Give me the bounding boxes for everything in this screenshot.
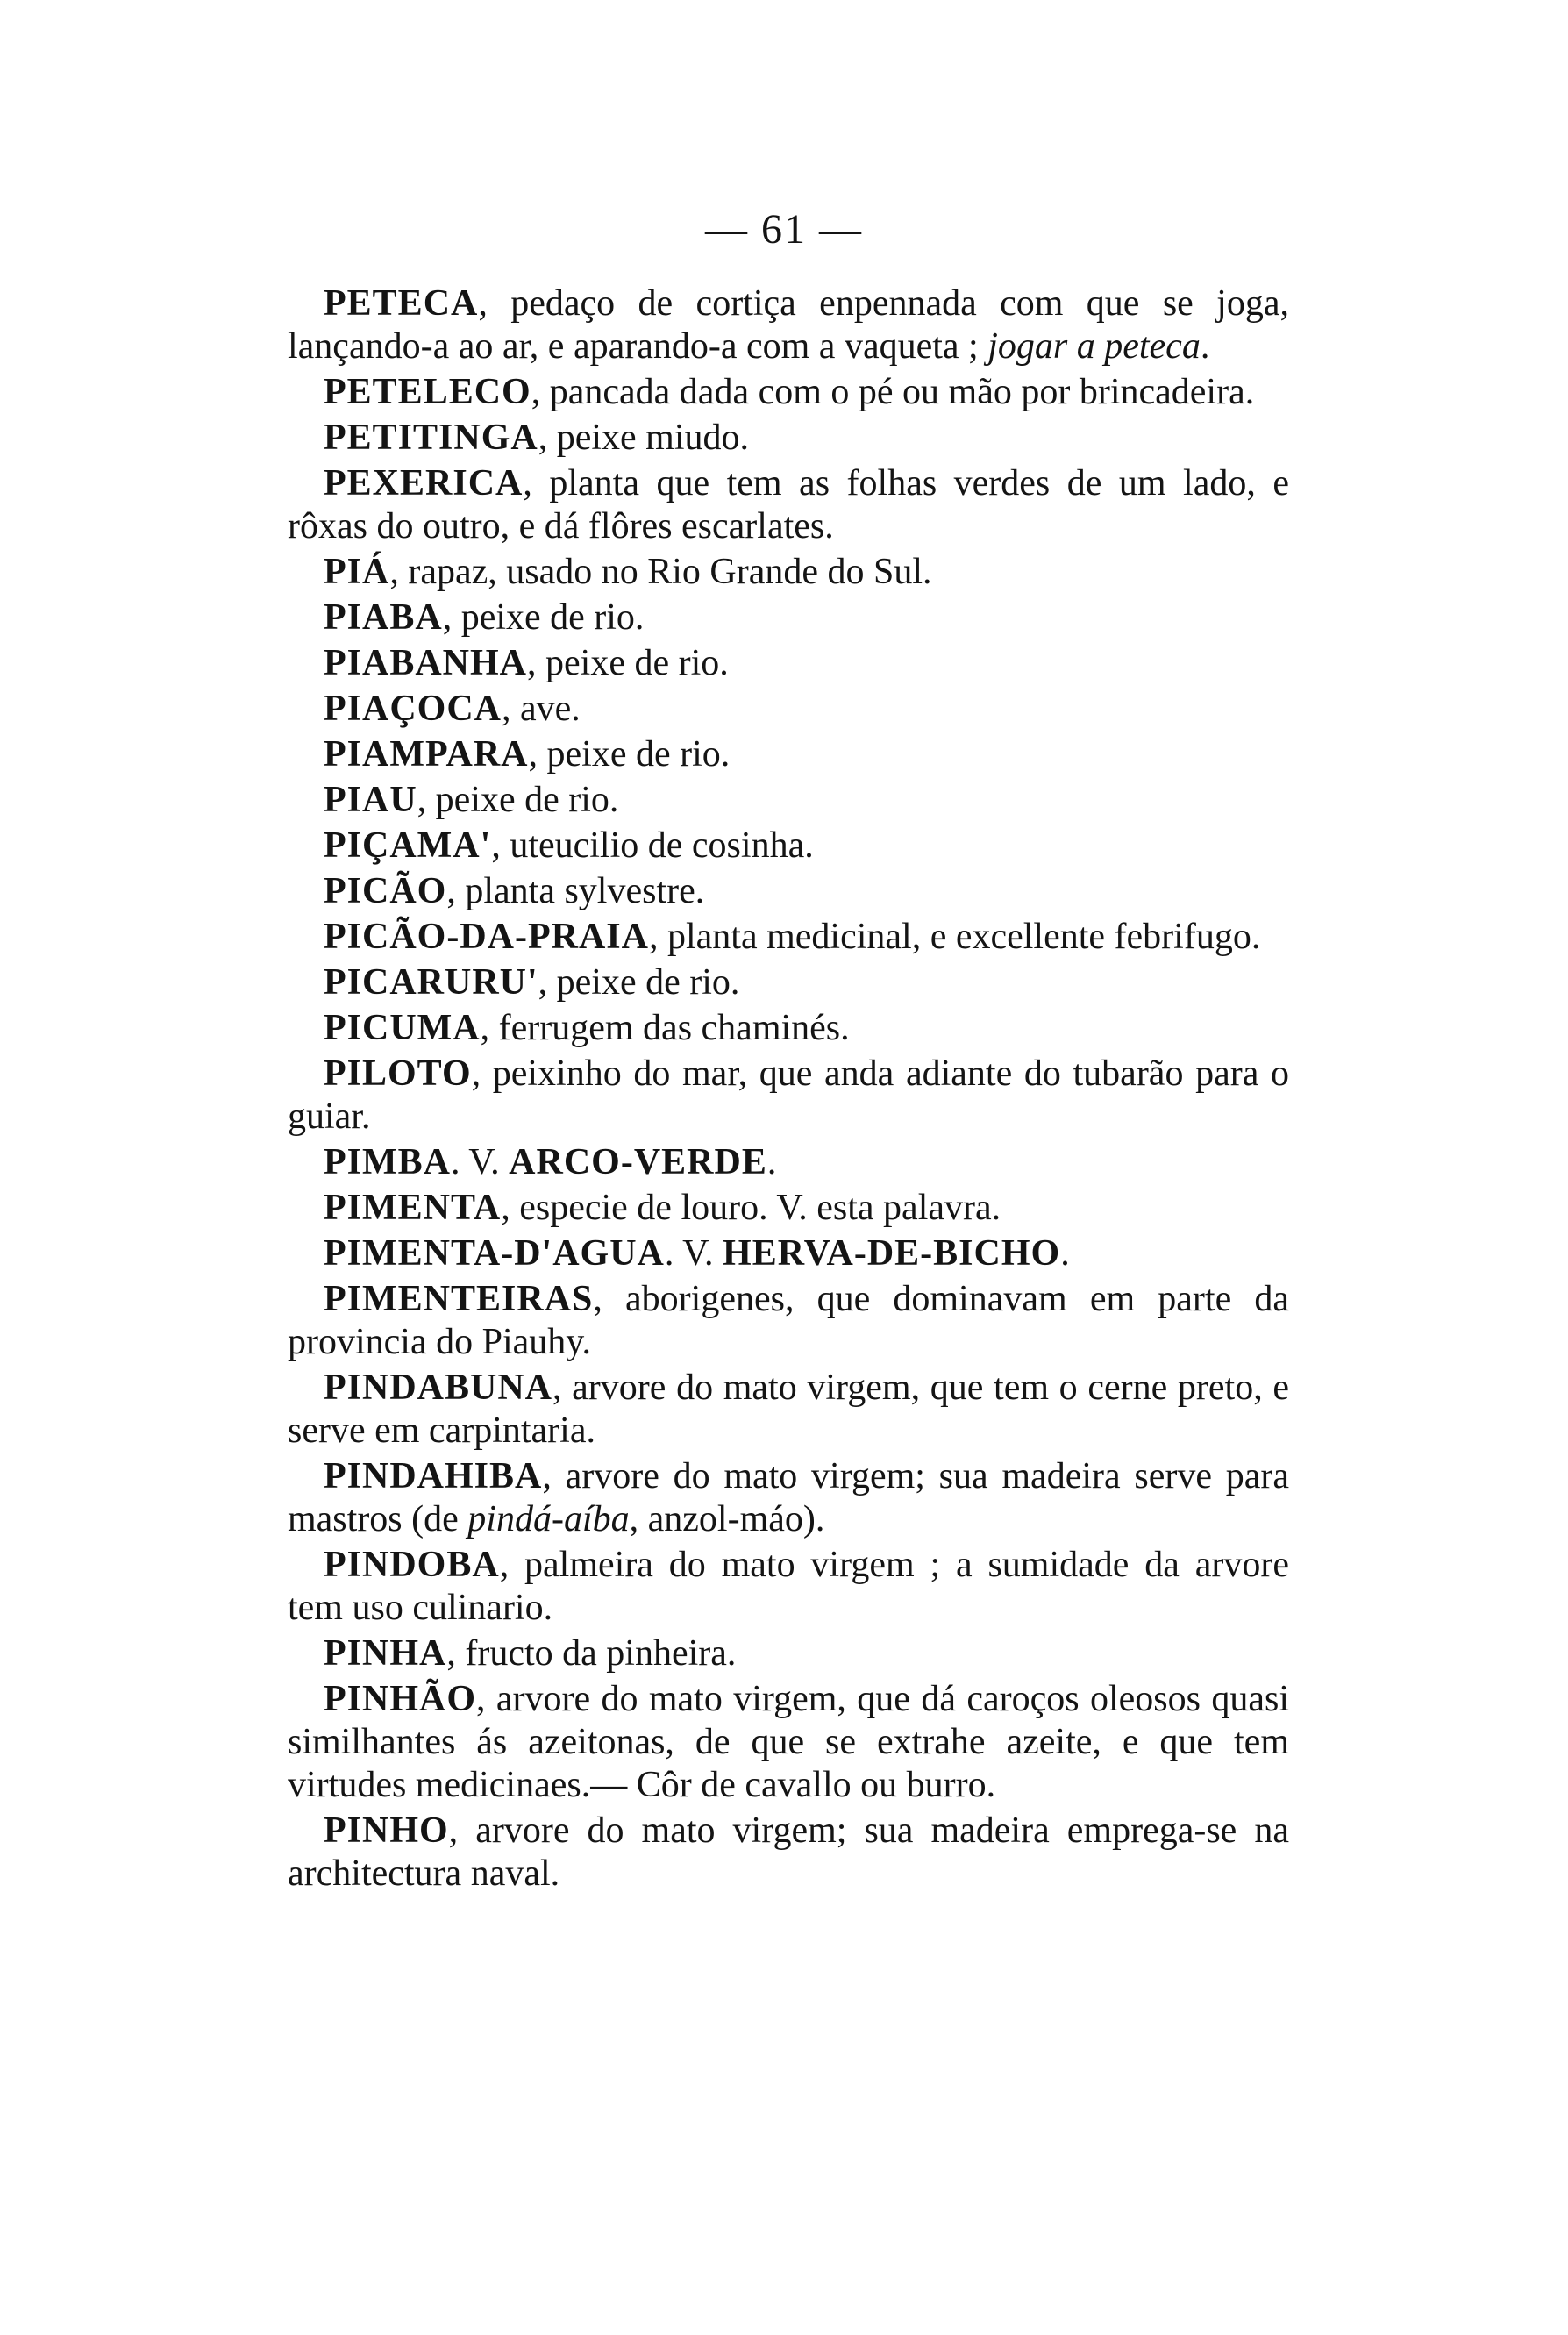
entry [288, 961, 1289, 1004]
page-number: — 61 — [705, 206, 863, 253]
definition: , especie de louro. V. esta palavra. [501, 1188, 1001, 1228]
dictionary-entries [288, 282, 1289, 1896]
headword: PINHO [324, 1810, 449, 1851]
entry [288, 596, 1289, 639]
entry [288, 551, 1289, 594]
definition: , peixe de rio. [538, 962, 740, 1003]
etymology-term: pindá-aíba [467, 1499, 630, 1539]
headword: PIAU [324, 780, 417, 820]
definition: , ave. [502, 689, 581, 729]
entry [288, 417, 1289, 460]
entry [288, 1810, 1289, 1896]
headword: PIABANHA [324, 643, 528, 683]
entry [288, 1455, 1289, 1541]
headword: PILOTO [324, 1053, 472, 1094]
entry [288, 1187, 1289, 1230]
definition-tail: . [766, 1142, 777, 1182]
entry [288, 1367, 1289, 1453]
definition: , arvore do mato virgem; sua madeira serve para mastros (de [288, 1456, 1289, 1539]
entry [288, 1544, 1289, 1630]
definition: , planta sylvestre. [446, 871, 705, 911]
definition: , peixe miudo. [538, 418, 750, 458]
headword: PICUMA [324, 1008, 481, 1048]
definition: , pancada dada com o pé ou mão por brincadeira. [531, 372, 1255, 412]
headword: PICARURU' [324, 962, 538, 1003]
definition: , rapaz, usado no Rio Grande do Sul. [389, 552, 932, 592]
headword: PICÃO-DA-PRAIA [324, 917, 649, 957]
entry [288, 1232, 1289, 1275]
entry [288, 642, 1289, 685]
cross-reference: HERVA-DE-BICHO [723, 1233, 1061, 1274]
headword: PETELECO [324, 372, 531, 412]
headword: PINDAHIBA [324, 1456, 543, 1496]
definition: , ferrugem das chaminés. [480, 1008, 850, 1048]
definition: , peixe de rio. [417, 780, 619, 820]
definition: , peixe de rio. [527, 643, 729, 683]
definition: , arvore do mato virgem, que dá caroços oleosos quasi similhantes ás azeitonas, de que se extrahe azeite, e que tem virtudes medicinaes.— Côr de cavallo ou burro. [288, 1679, 1289, 1805]
entry [288, 282, 1289, 368]
entry [288, 733, 1289, 776]
entry [288, 825, 1289, 868]
entry [288, 1053, 1289, 1139]
headword: PIÁ [324, 552, 390, 592]
headword: PIMBA [324, 1142, 451, 1182]
headword: PIMENTA [324, 1188, 502, 1228]
headword: PICÃO [324, 871, 447, 911]
entry [288, 1141, 1289, 1184]
definition: , planta que tem as folhas verdes de um lado, e rôxas do outro, e dá flôres escarlates. [288, 463, 1289, 546]
entry [288, 462, 1289, 548]
definition: , fructo da pinheira. [446, 1633, 737, 1674]
entry [288, 916, 1289, 959]
headword: PIÇAMA' [324, 825, 492, 866]
cross-reference: ARCO-VERDE [509, 1142, 767, 1182]
definition: , arvore do mato virgem; sua madeira emprega-se na architectura naval. [288, 1810, 1289, 1894]
definition: , uteucilio de cosinha. [491, 825, 814, 866]
definition: , aborigenes, que dominavam em parte da provincia do Piauhy. [288, 1279, 1289, 1362]
headword: PIAMPARA [324, 734, 529, 775]
headword: PETITINGA [324, 418, 538, 458]
definition: , pedaço de cortiça enpennada com que se joga, lançando-a ao ar, e aparando-a com a vaqueta ; [288, 283, 1289, 367]
headword: PIMENTEIRAS [324, 1279, 594, 1319]
entry [288, 870, 1289, 913]
entry [288, 1678, 1289, 1807]
headword: PETECA [324, 283, 479, 324]
definition: . V. [664, 1233, 723, 1274]
headword: PIMENTA-D'AGUA [324, 1233, 665, 1274]
definition: , planta medicinal, e excellente febrifugo. [648, 917, 1261, 957]
entry [288, 1007, 1289, 1050]
headword: PIABA [324, 597, 443, 638]
definition-tail: . [1200, 326, 1210, 367]
definition: , peixe de rio. [442, 597, 645, 638]
entry [288, 1278, 1289, 1364]
headword: PINDOBA [324, 1545, 500, 1585]
entry [288, 1632, 1289, 1675]
headword: PINHÃO [324, 1679, 476, 1719]
definition: , arvore do mato virgem, que tem o cerne preto, e serve em carpintaria. [288, 1367, 1289, 1451]
headword: PINDABUNA [324, 1367, 552, 1408]
definition-tail: , anzol-máo). [629, 1499, 825, 1539]
definition-tail: . [1060, 1233, 1070, 1274]
headword: PINHA [324, 1633, 447, 1674]
example-phrase: jogar a peteca [987, 326, 1201, 367]
definition: , palmeira do mato virgem ; a sumidade da arvore tem uso culinario. [288, 1545, 1289, 1628]
entry [288, 779, 1289, 822]
definition: , peixinho do mar, que anda adiante do tubarão para o guiar. [288, 1053, 1289, 1137]
headword: PIAÇOCA [324, 689, 502, 729]
headword: PEXERICA [324, 463, 524, 503]
entry [288, 688, 1289, 731]
entry [288, 371, 1289, 414]
definition: . V. [451, 1142, 510, 1182]
definition: , peixe de rio. [528, 734, 731, 775]
